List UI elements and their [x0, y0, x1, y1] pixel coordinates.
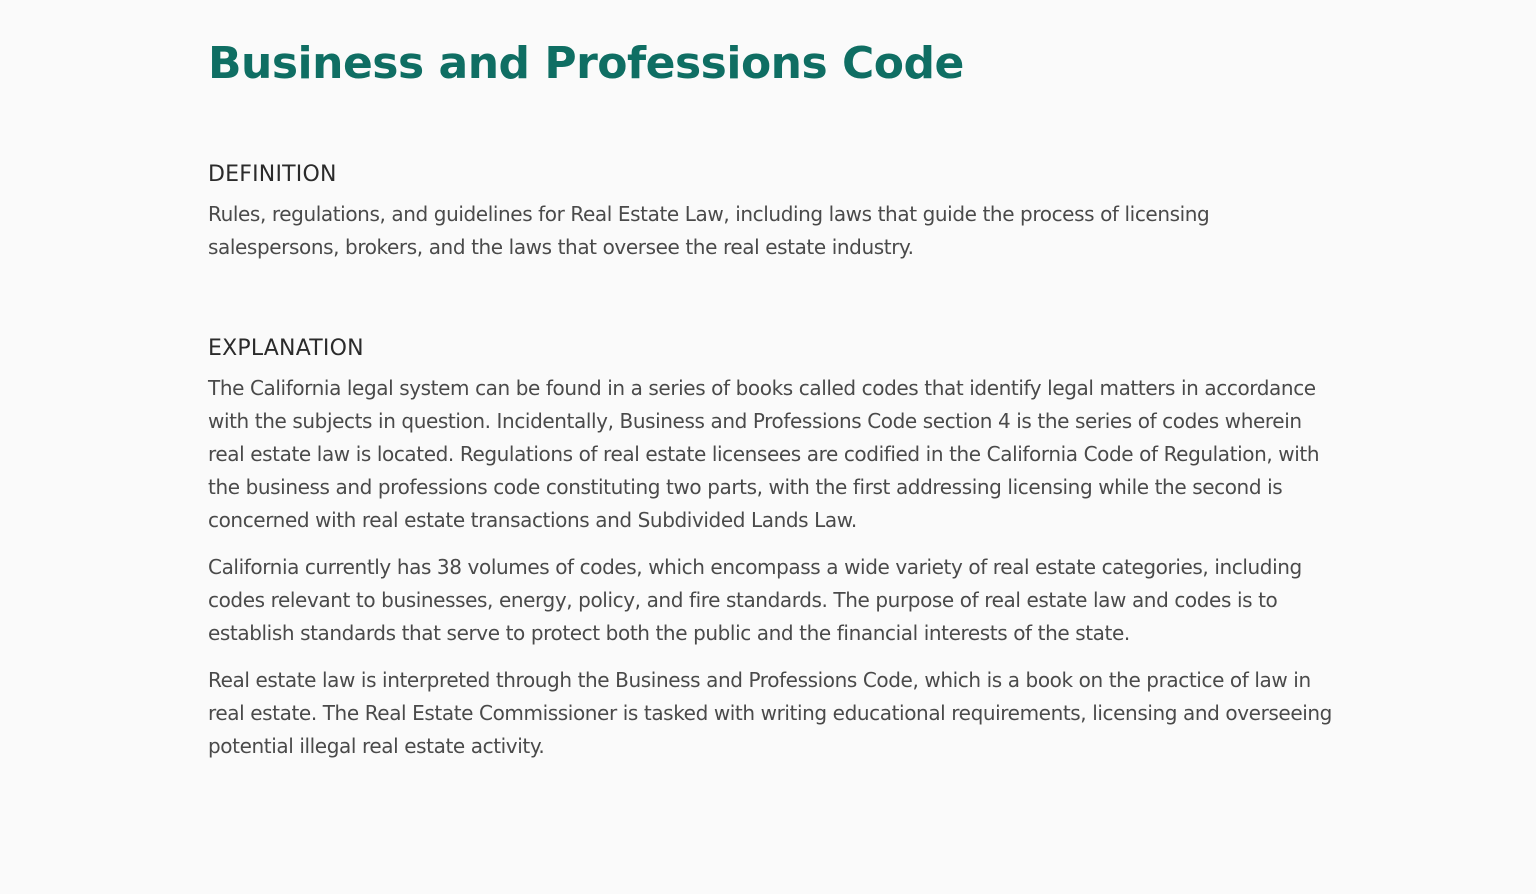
explanation-section: [208, 334, 1338, 763]
page-title: Business and Professions Code: [208, 38, 964, 89]
explanation-paragraph-1: The California legal system can be found in a series of books called codes that identify legal matters in accordance with the subjects in question. Incidentally, Business and Professions Code section 4 is the series of codes wherein real estate law is located. Regulations of real estate licensees are codified in the California Code of Regulation, with the business and professions code constituting two parts, with the first addressing licensing while the second is concerned with real estate transactions and Subdivided Lands Law.: [208, 376, 1320, 532]
definition-heading: DEFINITION: [208, 162, 337, 187]
explanation-heading: EXPLANATION: [208, 336, 364, 361]
definition-text: Rules, regulations, and guidelines for Real Estate Law, including laws that guide the process of licensing salespersons, brokers, and the laws that oversee the real estate industry.: [208, 202, 1210, 259]
definition-section: [208, 160, 1338, 264]
explanation-paragraph-2: California currently has 38 volumes of codes, which encompass a wide variety of real estate categories, including codes relevant to businesses, energy, policy, and fire standards. The purpose of real estate law and codes is to establish standards that serve to protect both the public and the financial interests of the state.: [208, 555, 1302, 645]
explanation-paragraph-3: Real estate law is interpreted through the Business and Professions Code, which is a book on the practice of law in real estate. The Real Estate Commissioner is tasked with writing educational requirements, licensing and overseeing potential illegal real estate activity.: [208, 668, 1332, 758]
